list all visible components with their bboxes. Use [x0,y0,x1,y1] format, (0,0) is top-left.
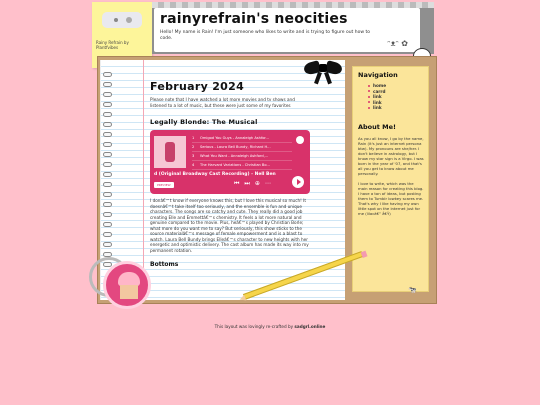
spiral-ring [103,212,112,217]
sticky-caption: Rainy Refrain by Plantfvibes [96,40,129,50]
spiral-ring [103,112,112,117]
cow-icon: 🐄 [408,286,417,294]
main-content [150,80,312,268]
intro-text: Please note that I have watched a lot more movies and tv shows and listened to a lot of music, but these were just some of my favorites [150,97,295,108]
track-row[interactable]: 4 The Harvard Variations - Christian Bo... [192,161,292,170]
spiral-ring [103,242,112,247]
footer [0,324,540,329]
spotify-embed[interactable] [150,130,310,194]
site-intro: Hello! My name is Rain! I'm just someone who likes to write and is trying to figure out how to code. [160,30,370,41]
nav-item-link[interactable]: link [368,100,423,106]
previous-icon[interactable]: ⏮ [234,180,240,187]
nav-item-link[interactable]: link [368,94,423,100]
spiral-ring [103,122,112,127]
track-row[interactable]: 2 Serious - Laura Bell Bundy, Richard H... [192,143,292,152]
spiral-binding [103,72,113,272]
volume-icon[interactable] [126,17,132,23]
play-icon[interactable] [114,18,118,22]
cupcake-icon [118,272,140,286]
play-button[interactable] [292,176,304,188]
nav-item-link[interactable]: link [368,105,423,111]
review-text: I donâ€™t know if everyone knows this, but I love this musical so much! It doesnâ€™t take itself too seriously, and the ensemble is fun and unique characters. The songs are so catchy and cute. They really did a good job creating Elle and Emmettâ€™s chemistry. It feels a lot more natural and genuine compared to the movie. Plus, heâ€™s played by Christian Borle; what more do you want me to say? But seriously, this show sticks to the source materialâ€™s message of female empowerment and is a blast to watch. Laura Bell Bundy brings Elleâ€™s character to new heights with her energetic and optimistic delivery. The cast album has made its way into my permanent rotation. [150,198,309,253]
bullet-icon [368,107,370,109]
spiral-ring [103,162,112,167]
spotify-icon[interactable] [296,136,304,144]
spiral-ring [103,232,112,237]
bullet-icon [368,90,370,92]
bunny-icon: ᵔᴥᵔ ✿ [387,39,408,48]
nav-title: Navigation [358,71,398,79]
track-row[interactable]: 3 What You Want - Annaleigh Ashford,... [192,152,292,161]
page-title: February 2024 [150,80,245,93]
spiral-ring [103,142,112,147]
bow-decoration [304,58,344,80]
bullet-icon [368,85,370,87]
site-title: rainyrefrain's neocities [160,11,348,27]
now-playing: d (Original Broadway Cast Recording) - Nell Ben [154,172,276,177]
bullet-icon [368,101,370,103]
album-art [154,136,186,168]
about-title: About Me! [358,122,396,131]
spiral-ring [103,72,112,77]
spiral-ring [103,92,112,97]
spiral-ring [103,152,112,157]
next-icon[interactable]: ⏭ [244,180,250,187]
bullet-icon [368,96,370,98]
nav-item-home[interactable]: home [368,83,423,89]
spiral-ring [103,132,112,137]
spiral-ring [103,222,112,227]
notebook-margin-line [143,60,144,300]
cupcake-button[interactable] [103,261,151,309]
player-controls [234,180,271,188]
spiral-ring [103,172,112,177]
header-card [154,8,420,52]
spiral-ring [103,82,112,87]
add-icon[interactable]: ⊕ [254,180,260,187]
next-section-title: Bottoms [150,261,179,268]
mini-music-player[interactable] [102,12,142,28]
about-text-2: I love to write, which was the main reason for creating this blog. I have a ton of ideas, but posting them to Tumblr lowkey scares me. That's why I like having my own little spot on the internet just for me (lilacâ€” å€Ÿ) [358,180,424,216]
sidebar [352,66,429,292]
preview-badge: PREVIEW [154,182,174,188]
track-list [192,134,292,170]
more-icon[interactable]: ⋯ [264,180,271,187]
nav-list [368,83,423,111]
footer-author-link[interactable]: sadgrl.online [294,324,326,329]
nav-item-carrd[interactable]: carrd [368,89,423,95]
spiral-ring [103,202,112,207]
section-title: Legally Blonde: The Musical [150,118,258,126]
footer-prefix: This layout was lovingly re-crafted by [214,324,295,329]
spiral-ring [103,182,112,187]
track-row[interactable]: 1 Omigod You Guys - Annaleigh Ashfor... [192,134,292,143]
about-text-1: As you all know, I go by the name, Rain (it's just an internet persona btw). My pronouns are she/her. I don't believe in astrology, but I know my star sign is a Virgo. I was born in the year of '07, and that's all you get to know about me personally. [358,135,424,176]
header-banner [152,2,434,54]
spiral-ring [103,192,112,197]
spiral-ring [103,102,112,107]
